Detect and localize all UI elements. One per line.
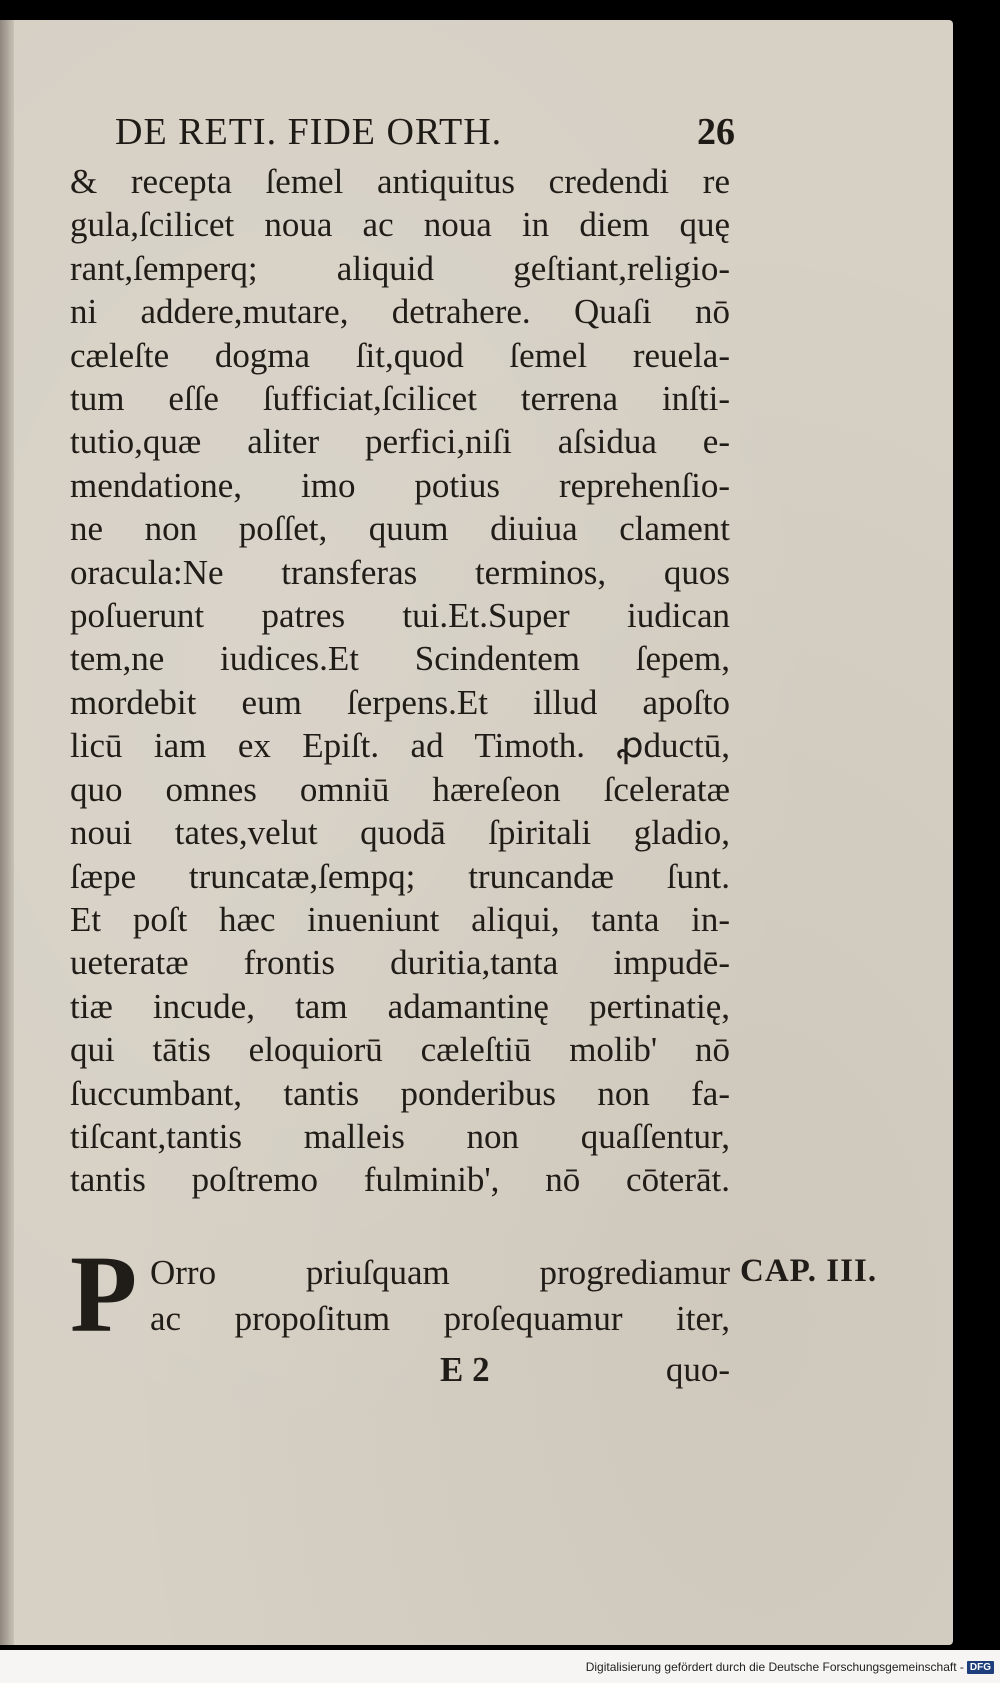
text-line: tutio,quæ aliter perfici,niſi aſsidua e- bbox=[70, 422, 730, 462]
signature-mark: E 2 bbox=[440, 1350, 490, 1389]
text-line: mendatione, imo potius reprehenſio- bbox=[70, 465, 730, 505]
text-line: quo omnes omniū hæreſeon ſceleratæ bbox=[70, 769, 730, 809]
folio-number: 26 bbox=[697, 111, 735, 153]
chapter-opening-text bbox=[150, 1250, 730, 1342]
funding-credit: Digitalisierung gefördert durch die Deutsche Forschungsgemeinschaft - bbox=[585, 1660, 964, 1674]
text-line: cæleſte dogma ſit,quod ſemel reuela- bbox=[70, 335, 730, 375]
text-line: ni addere,mutare, detrahere. Quaſi nō bbox=[70, 292, 730, 332]
marginal-chapter-note: CAP. III. bbox=[740, 1253, 878, 1289]
text-line: tem,ne iudices.Et Scindentem ſepem, bbox=[70, 639, 730, 679]
running-head bbox=[115, 110, 735, 160]
dfg-logo-icon: DFG bbox=[967, 1661, 994, 1674]
text-line: Orro priuſquam progrediamur bbox=[150, 1253, 730, 1292]
text-line: mordebit eum ſerpens.Et illud apoſto bbox=[70, 682, 730, 722]
text-line: tantis poſtremo fulminib', nō cōterāt. bbox=[70, 1160, 730, 1200]
chapter-opening bbox=[70, 1233, 730, 1355]
text-line: ne non poſſet, quum diuiua clament bbox=[70, 509, 730, 549]
text-line: ueteratæ frontis duritia,tanta impudē- bbox=[70, 943, 730, 983]
text-line: noui tates,velut quodā ſpiritali gladio, bbox=[70, 813, 730, 853]
text-line: ac propoſitum proſequamur iter, bbox=[150, 1299, 730, 1338]
digitization-footer bbox=[586, 1655, 994, 1679]
text-line: ſuccumbant, tantis ponderibus non fa- bbox=[70, 1073, 730, 1113]
text-line: licū iam ex Epiſt. ad Timoth. ꝓductū, bbox=[70, 726, 730, 766]
text-line: poſuerunt patres tui.Et.Super iudican bbox=[70, 596, 730, 636]
text-line: gula,ſcilicet noua ac noua in diem quę bbox=[70, 205, 730, 245]
text-line: tiæ incude, tam adamantinę pertinatię, bbox=[70, 986, 730, 1026]
text-line: rant,ſemperq; aliquid geſtiant,religio- bbox=[70, 248, 730, 288]
text-line: & recepta ſemel antiquitus credendi re bbox=[70, 162, 730, 201]
text-line: ſæpe truncatæ,ſempq; truncandæ ſunt. bbox=[70, 856, 730, 896]
text-line: tiſcant,tantis malleis non quaſſentur, bbox=[70, 1116, 730, 1156]
text-line: qui tātis eloquiorū cæleſtiū molib' nō bbox=[70, 1030, 730, 1070]
body-text bbox=[70, 160, 730, 1202]
catchword: quo- bbox=[665, 1350, 730, 1389]
running-title: DE RETI. FIDE ORTH. bbox=[115, 111, 503, 153]
text-line: oracula:Ne transferas terminos, quos bbox=[70, 552, 730, 592]
catchline bbox=[70, 1350, 730, 1396]
text-line: Et poſt hæc inueniunt aliqui, tanta in- bbox=[70, 899, 730, 939]
page-gutter-shadow bbox=[0, 20, 14, 1645]
drop-initial: P bbox=[70, 1233, 138, 1355]
text-line: tum eſſe ſufficiat,ſcilicet terrena inſti- bbox=[70, 379, 730, 419]
